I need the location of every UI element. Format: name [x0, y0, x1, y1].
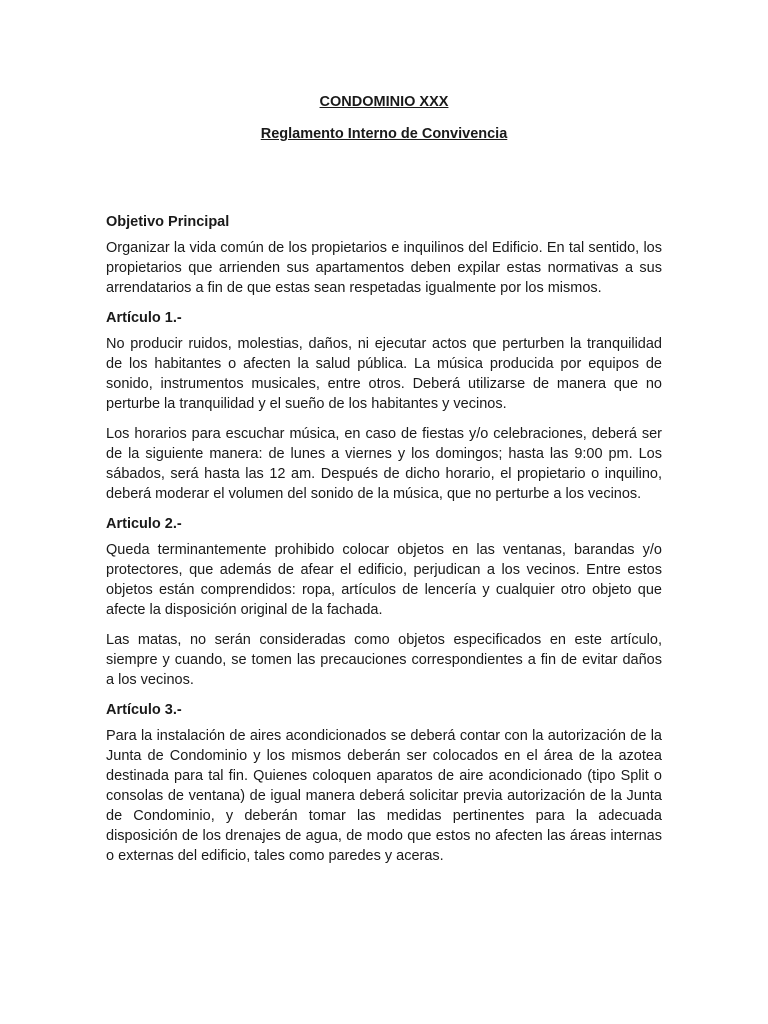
section-heading: Articulo 2.- [106, 516, 182, 532]
paragraph: Las matas, no serán consideradas como objetos especificados en este artículo, siempre y cuando, se tomen las precauciones correspondientes a fin de evitar daños a los vecinos. [106, 632, 662, 688]
paragraph: Para la instalación de aires acondicionados se deberá contar con la autorización de la Junta de Condominio y los mismos deberán ser colocados en el área de la azotea destinada para tal fin. Quienes coloquen aparatos de aire acondicionado (tipo Split o consolas de ventana) de igual manera deberá solicitar previa autorización de la Junta de Condominio, y deberán tomar las medidas pertinentes para la adecuada disposición de los drenajes de agua, de modo que estos no afecten las áreas internas o externas del edificio, tales como paredes y aceras. [106, 728, 662, 864]
paragraph: No producir ruidos, molestias, daños, ni ejecutar actos que perturben la tranquilidad de los habitantes o afecten la salud pública. La música producida por equipos de sonido, instrumentos musicales, entre otros. Deberá utilizarse de manera que no perturbe la tranquilidad y el sueño de los habitantes y vecinos. [106, 336, 662, 412]
section-heading: Artículo 1.- [106, 310, 182, 326]
paragraph: Queda terminantemente prohibido colocar objetos en las ventanas, barandas y/o protectores, que además de afear el edificio, perjudican a los vecinos. Entre estos objetos están comprendidos: ropa, artículos de lencería y cualquier otro objeto que afecte la disposición original de la fachada. [106, 542, 662, 618]
section-heading: Objetivo Principal [106, 214, 230, 230]
document-title: CONDOMINIO XXX [319, 94, 449, 110]
section-objetivo [106, 212, 662, 298]
section-articulo-1 [106, 308, 662, 504]
paragraph: Organizar la vida común de los propietarios e inquilinos del Edificio. En tal sentido, los propietarios que arrienden sus apartamentos deben expilar estas normativas a sus arrendatarios a fin de que estas sean respetadas igualmente por los mismos. [106, 240, 662, 296]
section-heading: Artículo 3.- [106, 702, 182, 718]
document-subtitle: Reglamento Interno de Convivencia [260, 126, 508, 142]
paragraph: Los horarios para escuchar música, en caso de fiestas y/o celebraciones, deberá ser de la siguiente manera: de lunes a viernes y los domingos; hasta las 9:00 pm. Los sábados, será hasta las 12 am. Después de dicho horario, el propietario o inquilino, deberá moderar el volumen del sonido de la música, que no perturbe a los vecinos. [106, 426, 662, 502]
section-articulo-2 [106, 514, 662, 690]
document-page [106, 90, 662, 866]
section-articulo-3 [106, 700, 662, 866]
